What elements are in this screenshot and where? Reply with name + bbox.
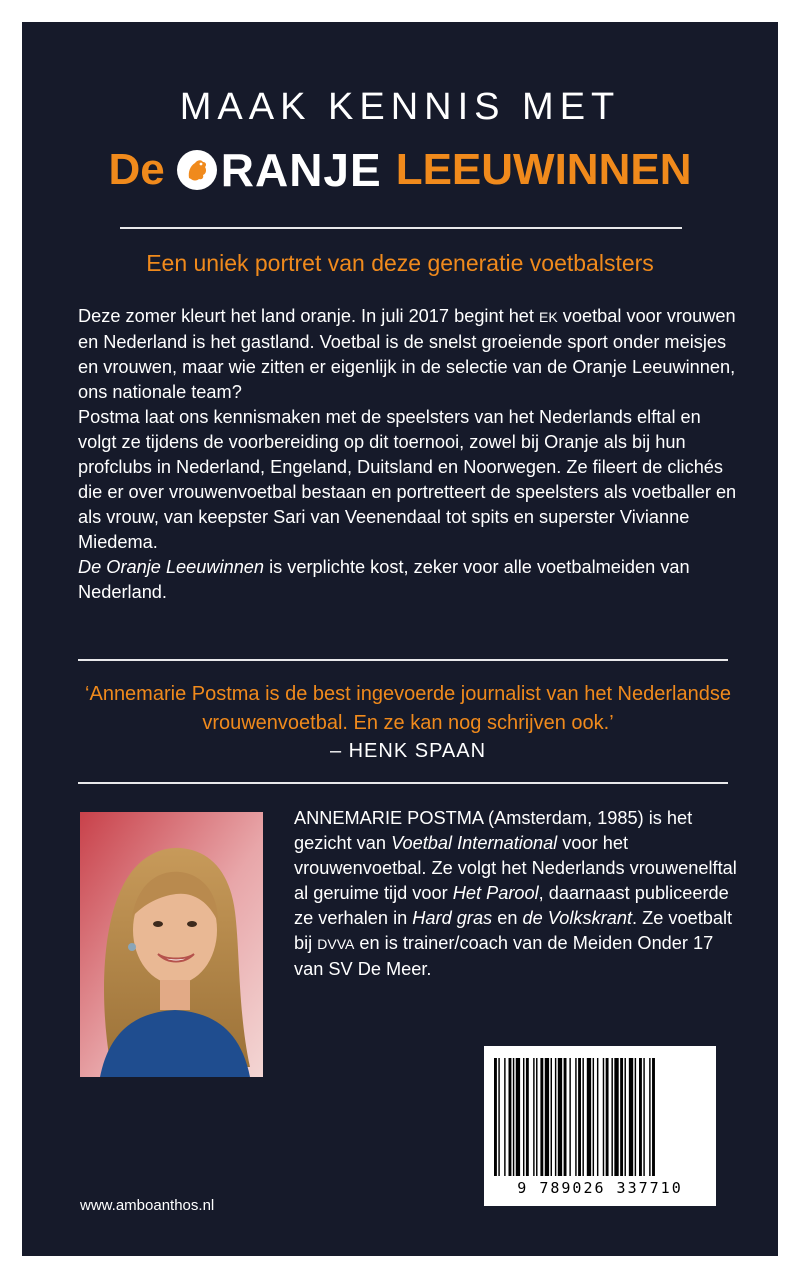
cover-subtitle: Een uniek portret van deze generatie voetbalsters [146,250,654,276]
barcode-bar [587,1058,591,1176]
author-bio [294,806,744,982]
barcode-bar [533,1058,534,1176]
title-oranje [175,143,382,197]
divider-bottom [78,782,728,784]
author-name: ANNEMARIE POSTMA [294,808,483,828]
blurb-book-title: De Oranje Leeuwinnen [78,557,265,577]
barcode-bar [606,1058,609,1176]
bio-part-f: en is trainer/coach van de Meiden Onder 17 van SV De Meer. [294,933,714,979]
barcode-bar [551,1058,552,1176]
barcode-bar [597,1058,598,1176]
bio-het-parool: Het Parool [452,883,539,903]
barcode-bar [614,1058,618,1176]
barcode-bar [558,1058,562,1176]
barcode-bar [504,1058,505,1176]
title-de: De [108,145,165,194]
bio-volkskrant: de Volkskrant [522,908,633,928]
lion-emblem-icon [175,148,219,192]
bio-part-a: (Amsterdam, 1985) is het gezicht van [294,808,693,853]
blurb-p3-rest: is verplichte kost, zeker voor alle voetbalmeiden van Nederland. [78,557,690,602]
cover-title [22,140,778,200]
barcode-bar [593,1058,594,1176]
isbn-number: 9 789026 337710 [517,1179,683,1197]
author-photo [80,812,263,1077]
barcode-bar [526,1058,529,1176]
title-leeuwinnen: LEEUWINNEN [395,145,692,194]
barcode-bar [545,1058,549,1176]
isbn-barcode [484,1046,716,1206]
divider-top [120,227,682,229]
barcode-bar [578,1058,581,1176]
divider-middle [78,659,728,661]
barcode-bars [484,1046,716,1181]
barcode-bar [639,1058,642,1176]
barcode-bar [625,1058,626,1176]
barcode-bar [611,1058,612,1176]
blurb-p1-end: voetbal voor vrouwen en Nederland is het gastland. Voetbal is de snelst groeiende sport onder meisjes en vrouwen, maar wie zitten er eigenlijk in de selectie van de Oranje Leeuwinnen, ons nationale team? [78,306,736,402]
cover-kicker: MAAK KENNIS MET [179,86,621,128]
bio-part-d: en [492,908,523,928]
barcode-bar [575,1058,576,1176]
blurb-paragraph-2: Postma laat ons kennismaken met de speelsters van het Nederlands elftal en volgt ze tijdens de voorbereiding op dit toernooi, zowel bij Oranje als bij hun profclubs in Nederland, Engeland, Duitsland en Noorwegen. Ze fileert de clichés die er over vrouwenvoetbal bestaan en portretteert de speelsters als voetballer en als vrouw, van keepster Sari van Veenendaal tot spits en superster Vivianne Miedema. [78,407,737,552]
barcode-bar [652,1058,655,1176]
barcode-bar [498,1058,499,1176]
barcode-bar [509,1058,512,1176]
barcode-bar [555,1058,556,1176]
barcode-bar [523,1058,524,1176]
barcode-bar [649,1058,650,1176]
bio-voetbal-international: Voetbal International [391,833,558,853]
author-portrait-illustration [80,812,263,1077]
barcode-bar [635,1058,636,1176]
book-back-cover [22,22,778,1256]
bio-part-e: . Ze voetbalt bij [294,908,733,953]
blurb [78,304,738,605]
barcode-bar [536,1058,537,1176]
barcode-bar [564,1058,567,1176]
bio-dvva: DVVA [317,936,355,952]
barcode-bar [643,1058,644,1176]
review-author: – HENK SPAAN [329,740,487,762]
barcode-bar [629,1058,633,1176]
barcode-bar [513,1058,514,1176]
bio-part-c: , daarnaast publiceerde ze verhalen in [294,883,729,928]
blurb-p1-start: Deze zomer kleurt het land oranje. In juli 2017 begint het [78,306,540,326]
bio-part-b: voor het vrouwenvoetbal. Ze volgt het Nederlands vrouwenelftal al geruime tijd voor [294,833,737,903]
blurb-p1-ek: EK [539,309,558,325]
barcode-bar [494,1058,497,1176]
title-oranje-text: RANJE [220,144,382,196]
barcode-bar [603,1058,604,1176]
blurb-paragraph-1 [78,304,738,405]
barcode-bar [569,1058,570,1176]
bio-hard-gras: Hard gras [412,908,493,928]
barcode-bar [516,1058,520,1176]
barcode-bar [620,1058,623,1176]
barcode-bar [582,1058,583,1176]
barcode-bar [540,1058,543,1176]
publisher-website[interactable]: www.amboanthos.nl [80,1197,215,1214]
review-quote: ‘Annemarie Postma is de best ingevoerde journalist van het Nederlandse vrouwenvoetbal. En ze kan nog schrijven ook.’ [85,683,731,734]
blurb-paragraph-3 [78,555,738,605]
